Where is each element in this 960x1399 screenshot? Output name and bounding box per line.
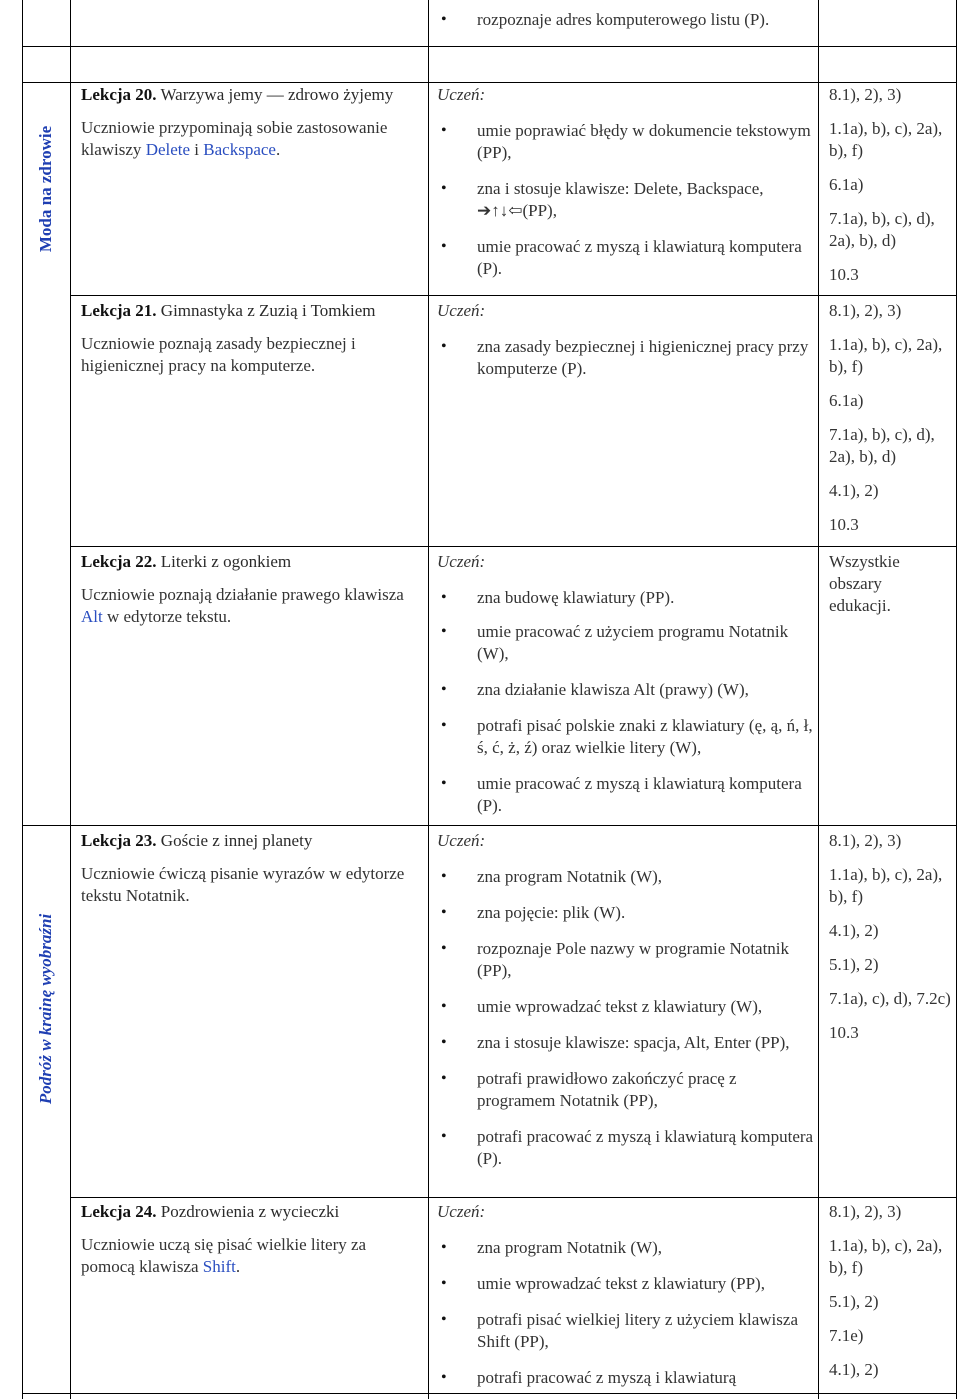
column-divider [70,0,71,1399]
row-divider [70,1197,957,1198]
lesson-number: Lekcja 23. [81,831,157,850]
row-divider [22,825,957,826]
references-cell [829,300,951,548]
references-cell [829,84,951,298]
outcomes-cell [437,830,815,1170]
column-divider [428,0,429,1399]
lesson-number: Lekcja 20. [81,85,157,104]
reference: 8.1), 2), 3) [829,85,902,104]
table-border-right [956,0,957,1399]
outcomes-cell [437,84,815,280]
reference: 4.1), 2) [829,921,879,940]
outcomes-cell [437,551,815,817]
student-label: Uczeń: [437,1202,486,1221]
reference: 6.1a) [829,175,864,194]
list-item: • potrafi pisać wielkiej litery z użyciem klawisza Shift (PP), [437,1309,815,1353]
lesson-title: Goście z innej planety [160,831,313,850]
lesson-cell [81,830,421,907]
reference: 8.1), 2), 3) [829,301,902,320]
lesson-description: Uczniowie poznają działanie prawego klawisza Alt w edytorze tekstu. [81,585,404,626]
lesson-title: Gimnastyka z Zuzią i Tomkiem [160,301,376,320]
references-cell [829,551,939,629]
section-label-cell [22,82,70,295]
lesson-title: Pozdrowienia z wycieczki [160,1202,340,1221]
list-item: • potrafi pracować z myszą i klawiaturą komputera (P). [437,1126,815,1170]
section-label: Moda na zdrowie [36,125,55,252]
lesson-number: Lekcja 21. [81,301,157,320]
reference: 1.1a), b), c), 2a), b), f) [829,119,943,160]
list-item: • potrafi pracować z myszą i klawiaturą [437,1367,815,1389]
reference: 1.1a), b), c), 2a), b), f) [829,865,943,906]
reference: 7.1a), c), d), 7.2c) [829,989,951,1008]
list-item: • zna pojęcie: plik (W). [437,902,815,924]
reference: 4.1), 2) [829,1360,879,1379]
row-divider [22,1393,957,1394]
list-item: • zna budowę klawiatury (PP). [437,587,815,609]
list-item: • zna i stosuje klawisze: Delete, Backspace, ➔↑↓⇦(PP), [437,178,815,222]
row-divider [22,46,957,47]
outcomes-cell [437,300,815,380]
lesson-title: Warzywa jemy — zdrowo żyjemy [160,85,394,104]
reference: 10.3 [829,515,859,534]
reference: 5.1), 2) [829,1292,879,1311]
lesson-description: Uczniowie uczą się pisać wielkie litery za pomocą klawisza Shift. [81,1235,367,1276]
lesson-title: Literki z ogonkiem [160,552,292,571]
reference: 8.1), 2), 3) [829,831,902,850]
list-item: • rozpoznaje Pole nazwy w programie Notatnik (PP), [437,938,815,982]
reference: 10.3 [829,265,859,284]
reference: 4.1), 2) [829,481,879,500]
reference: 7.1a), b), c), d), 2a), b), d) [829,209,935,250]
reference: Wszystkie obszary edukacji. [829,552,900,615]
lesson-cell [81,1201,421,1278]
lesson-description: Uczniowie poznają zasady bezpiecznej i higienicznej pracy na komputerze. [81,334,356,375]
references-cell [829,830,951,1056]
row-divider [70,546,957,547]
list-item: • umie wprowadzać tekst z klawiatury (PP), [437,1273,815,1295]
student-label: Uczeń: [437,831,486,850]
list-item: • zna program Notatnik (W), [437,866,815,888]
lesson-cell [81,551,421,628]
lesson-cell [81,84,421,161]
student-label: Uczeń: [437,552,486,571]
row-divider [22,82,957,83]
top-row-cell [437,9,815,31]
list-item: • umie pracować z myszą i klawiaturą komputera (P). [437,773,815,817]
list-item: • zna zasady bezpiecznej i higienicznej pracy przy komputerze (P). [437,336,815,380]
reference: 8.1), 2), 3) [829,1202,902,1221]
list-item: • potrafi prawidłowo zakończyć pracę z programem Notatnik (PP), [437,1068,815,1112]
reference: 7.1e) [829,1326,864,1345]
lesson-description: Uczniowie ćwiczą pisanie wyrazów w edytorze tekstu Notatnik. [81,864,405,905]
reference: 6.1a) [829,391,864,410]
list-item: • zna program Notatnik (W), [437,1237,815,1259]
row-divider [70,295,957,296]
student-label: Uczeń: [437,301,486,320]
list-item: • potrafi pisać polskie znaki z klawiatury (ę, ą, ń, ł, ś, ć, ż, ź) oraz wielkie litery (W), [437,715,815,759]
list-item: • umie wprowadzać tekst z klawiatury (W), [437,996,815,1018]
student-label: Uczeń: [437,85,486,104]
list-item: • rozpoznaje adres komputerowego listu (P). [437,9,815,31]
lesson-description: Uczniowie przypominają sobie zastosowanie klawiszy Delete i Backspace. [81,118,388,159]
lesson-number: Lekcja 24. [81,1202,157,1221]
list-item: • umie pracować z myszą i klawiaturą komputera (P). [437,236,815,280]
reference: 1.1a), b), c), 2a), b), f) [829,1236,943,1277]
lesson-cell [81,300,421,377]
section-label: Podróż w krainę wyobraźni [36,913,55,1105]
reference: 1.1a), b), c), 2a), b), f) [829,335,943,376]
reference: 10.3 [829,1023,859,1042]
outcomes-cell [437,1201,815,1389]
list-item: • zna działanie klawisza Alt (prawy) (W), [437,679,815,701]
references-cell [829,1201,951,1393]
reference: 5.1), 2) [829,955,879,974]
reference: 7.1a), b), c), d), 2a), b), d) [829,425,935,466]
lesson-number: Lekcja 22. [81,552,157,571]
column-divider [818,0,819,1399]
list-item: • umie pracować z użyciem programu Notatnik (W), [437,621,815,665]
section-label-cell [22,825,70,1393]
list-item: • zna i stosuje klawisze: spacja, Alt, Enter (PP), [437,1032,815,1054]
list-item: • umie poprawiać błędy w dokumencie tekstowym (PP), [437,120,815,164]
